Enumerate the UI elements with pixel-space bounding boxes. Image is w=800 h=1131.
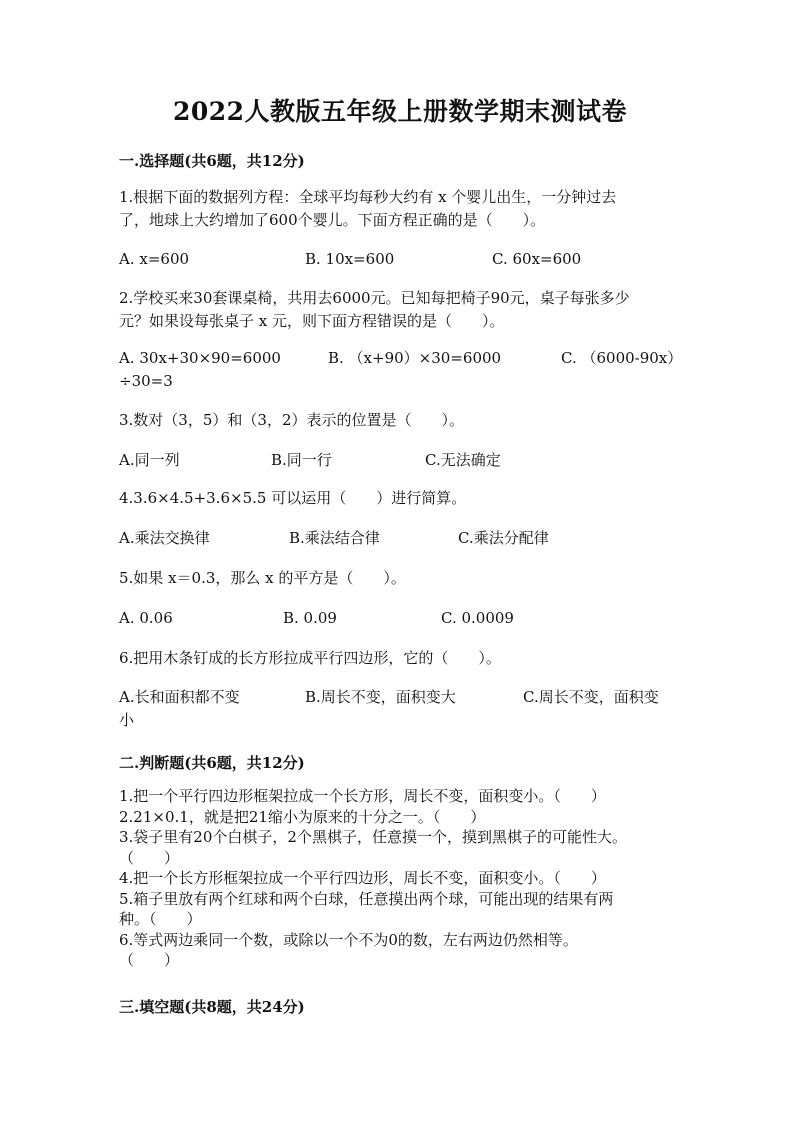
section-heading-judgement: 二.判断题(共6题，共12分) [119,754,305,772]
judgement-line: 种。（ ） [119,910,202,928]
option-a: A.长和面积都不变 [119,688,240,706]
judgement-list [119,786,679,971]
choice-question-3 [119,409,679,432]
option-b: B.周长不变，面积变大 [305,688,456,706]
option-c-continued: 小 [119,711,135,729]
question-line: 元？如果设每张桌子 x 元，则下面方程错误的是（ ）。 [119,312,505,330]
judgement-line: （ ） [119,848,180,867]
option-c: C.周长不变，面积变 [523,688,659,706]
question-line: 3.数对（3，5）和（3，2）表示的位置是（ ）。 [119,411,464,429]
judgement-line: （ ） [119,951,180,969]
question-line: 1.根据下面的数据列方程：全球平均每秒大约有 x 个婴儿出生，一分钟过去 [119,188,617,206]
option-c: C.无法确定 [425,451,501,469]
judgement-line: 2.21×0.1，就是把21缩小为原来的十分之一。（ ） [119,807,486,826]
section-heading-fill-blank: 三.填空题(共8题，共24分) [119,998,305,1016]
option-a: A. 30x+30×90=6000 [119,349,281,367]
option-a: A. x=600 [119,250,190,268]
judgement-line: 1.把一个平行四边形框架拉成一个长方形，周长不变，面积变小。（ ） [119,787,606,805]
judgement-line: 5.箱子里放有两个红球和两个白球，任意摸出两个球，可能出现的结果有两 [119,889,614,908]
section-heading-choice: 一.选择题(共6题，共12分) [119,152,305,170]
option-b: B.乘法结合律 [289,529,380,547]
option-a: A. 0.06 [119,609,173,627]
judgement-line: 3.袋子里有20个白棋子，2个黑棋子，任意摸一个，摸到黑棋子的可能性大。 [119,828,627,846]
option-c: C. （6000-90x） [561,349,683,367]
choice-question-6 [119,647,679,670]
choice-options-2 [119,347,683,393]
question-line: 6.把用木条钉成的长方形拉成平行四边形，它的（ ）。 [119,649,501,667]
option-b: B. 0.09 [283,609,337,627]
question-line: 了，地球上大约增加了600个婴儿。下面方程正确的是（ ）。 [119,211,546,229]
choice-question-4 [119,487,679,510]
judgement-line: 4.把一个长方形框架拉成一个平行四边形，周长不变，面积变小。（ ） [119,869,606,887]
option-b: B. （x+90）×30=6000 [328,349,502,367]
option-b: B. 10x=600 [305,250,395,268]
option-a: A.乘法交换律 [119,529,210,547]
choice-question-2 [119,287,679,333]
question-line: 5.如果 x＝0.3，那么 x 的平方是（ ）。 [119,569,406,587]
option-c: C. 60x=600 [492,250,582,268]
question-line: 4.3.6×4.5+3.6×5.5 可以运用（ ）进行简算。 [119,489,467,507]
choice-question-5 [119,567,679,590]
option-a: A.同一列 [119,451,180,469]
option-b: B.同一行 [271,451,332,469]
choice-question-1 [119,186,679,232]
judgement-line: 6.等式两边乘同一个数，或除以一个不为0的数，左右两边仍然相等。 [119,930,578,949]
option-c: C.乘法分配律 [458,529,549,547]
question-line: 2.学校买来30套课桌椅，共用去6000元。已知每把椅子90元，桌子每张多少 [119,289,630,307]
option-c: C. 0.0009 [441,609,514,627]
choice-options-6 [119,686,679,732]
option-c-continued: ÷30=3 [119,372,173,390]
page-title: 2022人教版五年级上册数学期末测试卷 [172,97,628,126]
